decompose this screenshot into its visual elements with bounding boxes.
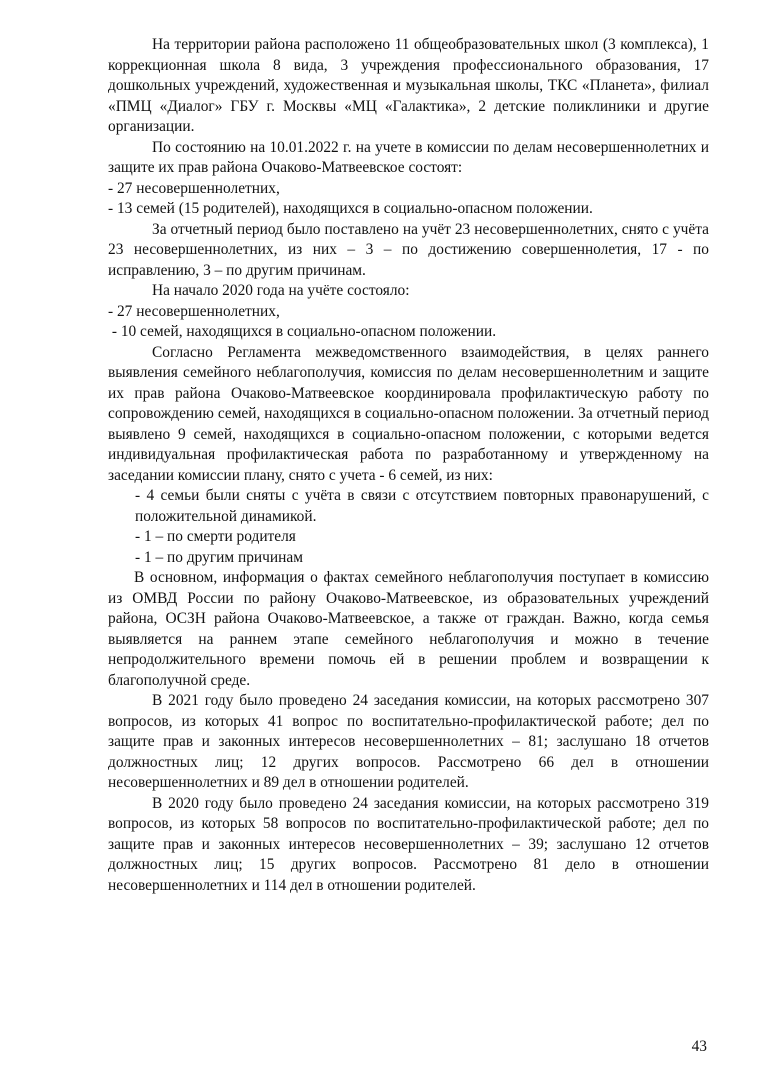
list-item: - 13 семей (15 родителей), находящихся в социально-опасном положении. — [108, 200, 593, 217]
list-item: - 4 семьи были сняты с учёта в связи с отсутствием повторных правонарушений, с положительной динамикой. — [135, 487, 709, 525]
paragraph-2021-sessions: В 2021 году было проведено 24 заседания комиссии, на которых рассмотрено 307 вопросов, из которых 41 вопрос по воспитательно-профилактической работе; дел по защите прав и законных интересов несовершеннолетних – 81; заслушано 18 отчетов должностных лиц; 12 других вопросов. Рассмотрено 66 дел в отношении несовершеннолетних и 89 дел в отношении родителей. — [108, 692, 709, 791]
paragraph-reporting-period: За отчетный период было поставлено на учёт 23 несовершеннолетних, снято с учёта 23 несовершеннолетних, из них – 3 – по достижению совершеннолетия, 17 - по исправлению, 3 – по другим причинам. — [108, 220, 709, 279]
list-item: - 1 – по смерти родителя — [135, 528, 296, 545]
page-number: 43 — [691, 1038, 707, 1055]
paragraph-2020-sessions: В 2020 году было проведено 24 заседания комиссии, на которых рассмотрено 319 вопросов, из которых 58 вопросов по воспитательно-профилактической работе; дел по защите прав и законных интересов несовершеннолетних – 39; заслушано 12 отчетов должностных лиц; 15 других вопросов. Рассмотрено 81 дело в отношении несовершеннолетних и 114 дел в отношении родителей. — [108, 794, 709, 894]
paragraph-registry-status: По состоянию на 10.01.2022 г. на учете в комиссии по делам несовершеннолетних и защите их прав района Очаково-Матвеевское состоят: — [108, 138, 709, 176]
list-item: - 27 несовершеннолетних, — [108, 179, 280, 197]
list-item: - 1 – по другим причинам — [135, 548, 303, 566]
paragraph-start-2020: На начало 2020 года на учёте состояло: — [152, 282, 410, 299]
list-item: - 10 семей, находящихся в социально-опасном положении. — [108, 323, 497, 340]
document-page — [108, 35, 709, 896]
list-item: - 27 несовершеннолетних, — [108, 302, 280, 320]
paragraph-institutions: На территории района расположено 11 общеобразовательных школ (3 комплекса), 1 коррекционная школа 8 вида, 3 учреждения профессионального образования, 17 дошкольных учреждений, художественная и музыкальная школы, ТКС «Планета», филиал «ПМЦ «Диалог» ГБУ г. Москвы «МЦ «Галактика», 2 детские поликлиники и другие организации. — [108, 36, 709, 135]
paragraph-regulation: Согласно Регламента межведомственного взаимодействия, в целях раннего выявления семейного неблагополучия, комиссия по делам несовершеннолетним и защите их прав района Очаково-Матвеевское координировала профилактическую работу по сопровождению семей, находящихся в социально-опасном положении. За отчетный период выявлено 9 семей, находящихся в социально-опасном положении, с которыми ведется индивидуальная профилактическая работа по разработанному и утвержденному на заседании комиссии плану, снято с учета - 6 семей, из них: — [108, 343, 709, 484]
paragraph-information-sources: В основном, информация о фактах семейного неблагополучия поступает в комиссию из ОМВД России по району Очаково-Матвеевское, из образовательных учреждений района, ОСЗН района Очаково-Матвеевское, а также от граждан. Важно, когда семья выявляется на раннем этапе семейного неблагополучия и можно в течение непродолжительного времени помочь ей в решении проблем и возвращении к благополучной среде. — [108, 569, 709, 689]
